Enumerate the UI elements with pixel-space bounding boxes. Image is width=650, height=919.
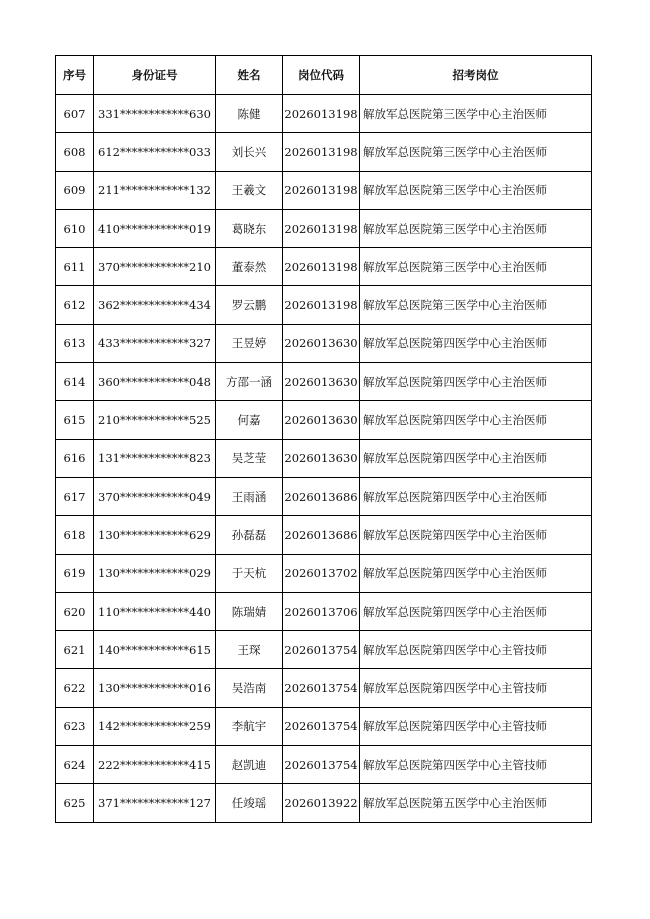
cell-post-code: 2026013198 [283, 133, 360, 171]
cell-seq: 619 [56, 554, 94, 592]
cell-post-code: 2026013198 [283, 95, 360, 133]
cell-seq: 610 [56, 209, 94, 247]
table-row [56, 286, 592, 324]
cell-id-number: 130************629 [94, 516, 216, 554]
table-row [56, 707, 592, 745]
cell-post-code: 2026013198 [283, 286, 360, 324]
cell-seq: 625 [56, 784, 94, 822]
cell-post: 解放军总医院第三医学中心主治医师 [360, 248, 592, 286]
table-row [56, 516, 592, 554]
cell-name: 葛晓东 [216, 209, 283, 247]
table-row [56, 248, 592, 286]
cell-name: 陈瑞婧 [216, 592, 283, 630]
cell-post: 解放军总医院第四医学中心主治医师 [360, 324, 592, 362]
cell-post-code: 2026013686 [283, 477, 360, 515]
cell-post-code: 2026013630 [283, 439, 360, 477]
table-row [56, 209, 592, 247]
cell-post: 解放军总医院第四医学中心主管技师 [360, 746, 592, 784]
cell-post: 解放军总医院第四医学中心主管技师 [360, 669, 592, 707]
cell-id-number: 142************259 [94, 707, 216, 745]
table-row [56, 401, 592, 439]
cell-seq: 616 [56, 439, 94, 477]
cell-post-code: 2026013198 [283, 248, 360, 286]
table-body [56, 95, 592, 823]
cell-id-number: 370************210 [94, 248, 216, 286]
cell-name: 何嘉 [216, 401, 283, 439]
cell-post: 解放军总医院第五医学中心主治医师 [360, 784, 592, 822]
table-row [56, 324, 592, 362]
cell-post-code: 2026013754 [283, 707, 360, 745]
cell-name: 吴芝莹 [216, 439, 283, 477]
cell-seq: 623 [56, 707, 94, 745]
table-row [56, 784, 592, 822]
cell-seq: 611 [56, 248, 94, 286]
cell-name: 刘长兴 [216, 133, 283, 171]
cell-id-number: 140************615 [94, 631, 216, 669]
cell-id-number: 362************434 [94, 286, 216, 324]
cell-seq: 624 [56, 746, 94, 784]
cell-id-number: 612************033 [94, 133, 216, 171]
cell-post: 解放军总医院第四医学中心主治医师 [360, 477, 592, 515]
cell-post-code: 2026013702 [283, 554, 360, 592]
cell-name: 吴浩南 [216, 669, 283, 707]
table-row [56, 133, 592, 171]
cell-post: 解放军总医院第四医学中心主治医师 [360, 516, 592, 554]
cell-post-code: 2026013198 [283, 209, 360, 247]
cell-id-number: 371************127 [94, 784, 216, 822]
cell-id-number: 331************630 [94, 95, 216, 133]
header-post: 招考岗位 [360, 56, 592, 95]
cell-name: 王羲文 [216, 171, 283, 209]
cell-seq: 613 [56, 324, 94, 362]
cell-seq: 622 [56, 669, 94, 707]
table-row [56, 363, 592, 401]
cell-seq: 609 [56, 171, 94, 209]
table-row [56, 554, 592, 592]
table-row [56, 746, 592, 784]
cell-seq: 614 [56, 363, 94, 401]
cell-name: 李航宇 [216, 707, 283, 745]
header-post-code: 岗位代码 [283, 56, 360, 95]
table-row [56, 631, 592, 669]
cell-name: 王琛 [216, 631, 283, 669]
cell-name: 王雨涵 [216, 477, 283, 515]
cell-seq: 620 [56, 592, 94, 630]
cell-id-number: 211************132 [94, 171, 216, 209]
cell-id-number: 130************016 [94, 669, 216, 707]
cell-id-number: 370************049 [94, 477, 216, 515]
cell-name: 孙磊磊 [216, 516, 283, 554]
cell-name: 董泰然 [216, 248, 283, 286]
cell-post-code: 2026013630 [283, 401, 360, 439]
cell-post-code: 2026013198 [283, 171, 360, 209]
cell-post-code: 2026013630 [283, 324, 360, 362]
cell-post-code: 2026013922 [283, 784, 360, 822]
cell-seq: 608 [56, 133, 94, 171]
cell-seq: 618 [56, 516, 94, 554]
cell-post: 解放军总医院第四医学中心主治医师 [360, 401, 592, 439]
cell-id-number: 433************327 [94, 324, 216, 362]
cell-post: 解放军总医院第四医学中心主治医师 [360, 592, 592, 630]
cell-seq: 615 [56, 401, 94, 439]
cell-id-number: 210************525 [94, 401, 216, 439]
cell-post-code: 2026013754 [283, 669, 360, 707]
cell-post: 解放军总医院第四医学中心主治医师 [360, 363, 592, 401]
cell-seq: 621 [56, 631, 94, 669]
cell-post: 解放军总医院第三医学中心主治医师 [360, 171, 592, 209]
cell-name: 于天杭 [216, 554, 283, 592]
table-row [56, 171, 592, 209]
cell-post: 解放军总医院第三医学中心主治医师 [360, 133, 592, 171]
cell-post: 解放军总医院第四医学中心主管技师 [360, 631, 592, 669]
cell-post: 解放军总医院第三医学中心主治医师 [360, 209, 592, 247]
table-row [56, 439, 592, 477]
cell-post-code: 2026013754 [283, 746, 360, 784]
cell-name: 方邵一涵 [216, 363, 283, 401]
roster-table [55, 55, 592, 823]
cell-id-number: 131************823 [94, 439, 216, 477]
table-row [56, 95, 592, 133]
cell-post: 解放军总医院第三医学中心主治医师 [360, 95, 592, 133]
cell-post: 解放军总医院第四医学中心主管技师 [360, 707, 592, 745]
header-id-number: 身份证号 [94, 56, 216, 95]
cell-name: 任竣瑶 [216, 784, 283, 822]
table-row [56, 669, 592, 707]
cell-name: 赵凯迪 [216, 746, 283, 784]
cell-name: 罗云鹏 [216, 286, 283, 324]
cell-post-code: 2026013754 [283, 631, 360, 669]
cell-post-code: 2026013706 [283, 592, 360, 630]
cell-id-number: 410************019 [94, 209, 216, 247]
header-row [56, 56, 592, 95]
cell-id-number: 110************440 [94, 592, 216, 630]
cell-seq: 617 [56, 477, 94, 515]
cell-seq: 612 [56, 286, 94, 324]
table-row [56, 592, 592, 630]
cell-id-number: 360************048 [94, 363, 216, 401]
cell-seq: 607 [56, 95, 94, 133]
cell-name: 陈健 [216, 95, 283, 133]
cell-post-code: 2026013686 [283, 516, 360, 554]
cell-id-number: 222************415 [94, 746, 216, 784]
cell-id-number: 130************029 [94, 554, 216, 592]
cell-name: 王昱婷 [216, 324, 283, 362]
cell-post: 解放军总医院第三医学中心主治医师 [360, 286, 592, 324]
header-seq: 序号 [56, 56, 94, 95]
cell-post: 解放军总医院第四医学中心主治医师 [360, 554, 592, 592]
header-name: 姓名 [216, 56, 283, 95]
cell-post-code: 2026013630 [283, 363, 360, 401]
table-row [56, 477, 592, 515]
cell-post: 解放军总医院第四医学中心主治医师 [360, 439, 592, 477]
